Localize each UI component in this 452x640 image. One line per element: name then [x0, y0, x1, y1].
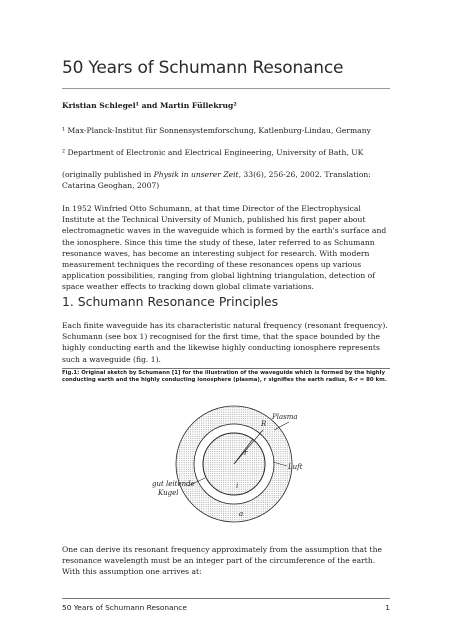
- radius-big-r-label: R: [261, 420, 267, 428]
- publication-note-prefix: (originally published in: [62, 170, 154, 179]
- document-title: 50 Years of Schumann Resonance: [62, 58, 344, 78]
- luft-label: Luft: [288, 463, 303, 471]
- author-line: Kristian Schlegel¹ and Martin Füllekrug²: [62, 101, 237, 110]
- sphere-label-line1: gut leitende: [152, 480, 195, 488]
- intro-paragraph: In 1952 Winfried Otto Schumann, at that time Director of the Electrophysical Institute at the Technical University of Munich, published his first paper about electromagnetic waves in the waveguide which is formed by the earth's surface and the ionosphere. Since this time the study of these, later referred to as Schumann resonance waves, has become an interesting subject for research. With modern measurement techniques the recording of these resonances opens up various application possibilities, ranging from global lightning triangulation, detection of space weather effects to tracking down global climate variations.: [62, 204, 387, 292]
- title-divider: [62, 88, 390, 89]
- plasma-label: Plasma: [272, 413, 298, 421]
- figure-caption: Fig.1: Original sketch by Schumann [1] for the illustration of the waveguide which is formed by the highly conducting earth and the highly conducting ionosphere (plasma), r signifies the earth radius, R-r = 80 km.: [62, 370, 387, 384]
- closing-paragraph: One can derive its resonant frequency approximately from the assumption that the resonance wavelength must be an integer part of the circumference of the earth. With this assumption one arrives at:: [62, 545, 382, 577]
- footer-title: 50 Years of Schumann Resonance: [62, 603, 187, 612]
- section-paragraph: Each finite waveguide has its characteristic natural frequency (resonant frequency). Schumann (see box 1) recognised for the first time, that the space bounded by the highly conducting earth and the likewise highly conducting ionosphere represents such a waveguide (fig. 1).: [62, 321, 388, 364]
- caption-divider: [62, 368, 390, 369]
- footer-divider: [62, 598, 390, 599]
- publication-note-suffix: , 33(6), 256-26, 2002. Translation: Catarina Geoghan, 2007): [62, 170, 371, 191]
- inner-i-label: i: [236, 482, 239, 490]
- section-heading: 1. Schumann Resonance Principles: [62, 294, 279, 309]
- radius-r-label: r: [244, 449, 248, 457]
- waveguide-sketch: [150, 400, 318, 528]
- affiliation-1: ¹ Max-Planck-Institut für Sonnensystemforschung, Katlenburg-Lindau, Germany: [62, 126, 371, 135]
- page-number: 1: [385, 603, 390, 612]
- outer-a-label: a: [239, 510, 244, 518]
- affiliation-2: ² Department of Electronic and Electrical Engineering, University of Bath, UK: [62, 148, 364, 157]
- journal-name: Physik in unserer Zeit: [153, 170, 239, 179]
- publication-note: [62, 169, 392, 191]
- sphere-label-line2: Kugel: [158, 489, 179, 497]
